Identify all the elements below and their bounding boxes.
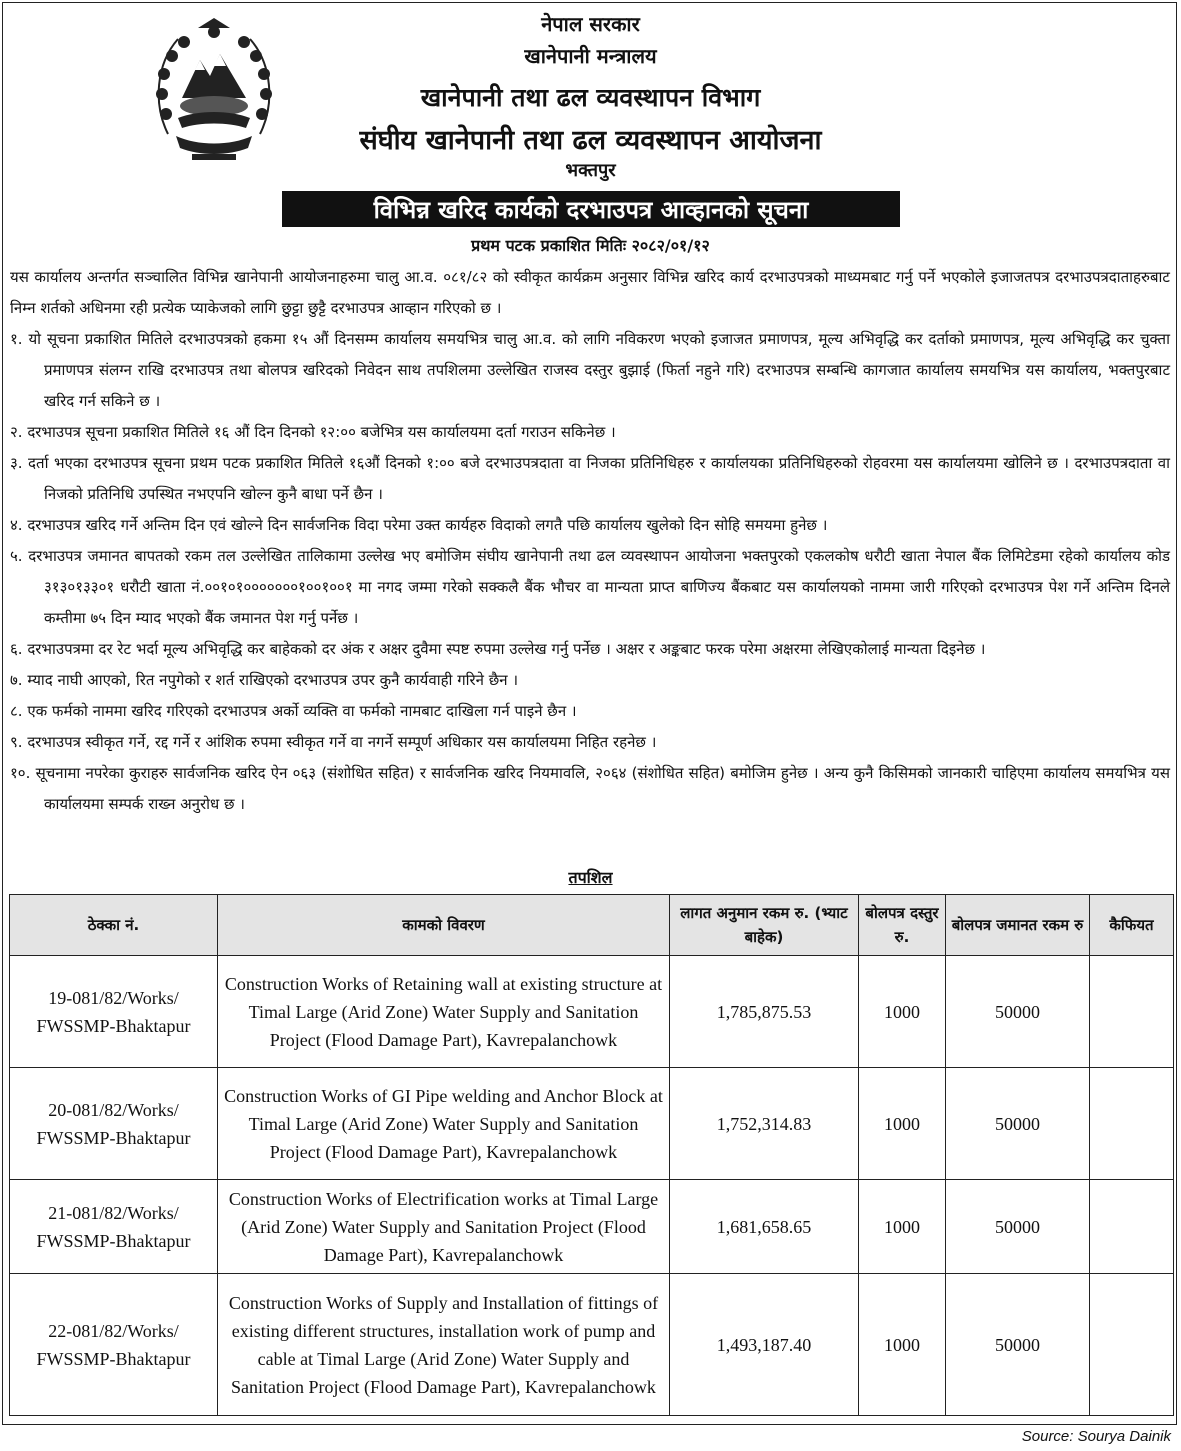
estimate-cell: 1,493,187.40 (670, 1274, 859, 1416)
location-name: भक्तपुर (565, 160, 616, 181)
header-estimate: लागत अनुमान रकम रु. (भ्याट बाहेक) (670, 895, 859, 956)
publication-date: प्रथम पटक प्रकाशित मितिः २०८२/०१/१२ (471, 236, 710, 255)
clause-5: ५. दरभाउपत्र जमानत बापतको रकम तल उल्लेखित तालिकामा उल्लेख भए बमोजिम संघीय खानेपानी तथा ढल व्यवस्थापन आयोजना भक्तपुरको एकलकोष धरौटी खाता नेपाल बैंक लिमिटेडमा रहेको कार्यालय कोड ३१३०१३३०१ धरौटी खाता नं.००१०१०००००००१००१००१ मा नगद जम्मा गरेको सक्कलै बैंक भौचर वा मान्यता प्राप्त बाणिज्य बैंकबाट यस कार्यालयको नाममा जारी गरिएको दरभाउपत्र पेश गर्ने अन्तिम दिनले कम्तीमा ७५ दिन म्याद भएको बैंक जमानत पेश गर्नु पर्नेछ । (10, 547, 1170, 627)
ministry-name: खानेपानी मन्त्रालय (524, 44, 657, 68)
clause-10: १०. सूचनामा नपरेका कुराहरु सार्वजनिक खरिद ऐन ०६३ (संशोधित सहित) र सार्वजनिक खरिद नियमावलि, २०६४ (संशोधित सहित) बमोजिम हुनेछ । अन्य कुनै किसिमको जानकारी चाहिएमा कार्यालय समयभित्र यस कार्यालयमा सम्पर्क राख्न अनुरोध छ । (10, 764, 1170, 813)
contract-no-cell: 21-081/82/Works/ FWSSMP-Bhaktapur (10, 1180, 218, 1274)
table-row (10, 1180, 1174, 1274)
description-cell: Construction Works of Electrification works at Timal Large (Arid Zone) Water Supply and Sanitation Project (Flood Damage Part), Kavrepalanchowk (218, 1180, 670, 1274)
remarks-cell (1090, 956, 1174, 1068)
fee-cell: 1000 (859, 1180, 946, 1274)
source-credit: Source: Sourya Dainik (1021, 1428, 1171, 1445)
notice-title: विभिन्न खरिद कार्यको दरभाउपत्र आव्हानको सूचना (282, 191, 900, 227)
intro-paragraph: यस कार्यालय अन्तर्गत सञ्चालित विभिन्न खानेपानी आयोजनाहरुमा चालु आ.व. ०८१/८२ को स्वीकृत कार्यक्रम अनुसार विभिन्न खरिद कार्य दरभाउपत्रको माध्यमबाट गर्नु पर्ने भएकोले इजाजतपत्र दरभाउपत्रदाताहरुबाट निम्न शर्तको अधिनमा रही प्रत्येक प्याकेजको लागि छुट्टा छुट्टै दरभाउपत्र आव्हान गरिएको छ । (10, 268, 1170, 317)
clause-3: ३. दर्ता भएका दरभाउपत्र सूचना प्रथम पटक प्रकाशित मितिले १६औं दिनको १:०० बजे दरभाउपत्रदाता वा निजका प्रतिनिधिहरु र कार्यालयका प्रतिनिधिहरुको रोहवरमा यस कार्यालयमा खोलिने छ । दरभाउपत्रदाता वा निजको प्रतिनिधि उपस्थित नभएपनि खोल्न कुनै बाधा पर्ने छैन । (10, 454, 1170, 503)
clause-1: १. यो सूचना प्रकाशित मितिले दरभाउपत्रको हकमा १५ औं दिनसम्म कार्यालय समयभित्र चालु आ.व. को लागि नविकरण भएको इजाजत प्रमाणपत्र, मूल्य अभिवृद्धि कर दर्ताको प्रमाणपत्र, मूल्य अभिवृद्धि कर चुक्ता प्रमाणपत्र संलग्न राखि दरभाउपत्र तथा बोलपत्र खरिदको निवेदन साथ तपशिलमा उल्लेखित राजस्व दस्तुर बुझाई (फिर्ता नहुने गरि) दरभाउपत्र सम्बन्धि कागजात कार्यालय समयभित्र यस कार्यालय, भक्तपुरबाट खरिद गर्न सकिने छ । (10, 330, 1170, 410)
header-remarks: कैफियत (1090, 895, 1174, 956)
fee-cell: 1000 (859, 1068, 946, 1180)
security-cell: 50000 (946, 1180, 1090, 1274)
estimate-cell: 1,752,314.83 (670, 1068, 859, 1180)
fee-cell: 1000 (859, 956, 946, 1068)
table-row (10, 1068, 1174, 1180)
estimate-cell: 1,681,658.65 (670, 1180, 859, 1274)
notice-body (10, 262, 1170, 820)
remarks-cell (1090, 1068, 1174, 1180)
description-cell: Construction Works of Supply and Installation of fittings of existing different structures, installation work of pump and cable at Timal Large (Arid Zone) Water Supply and Sanitation Project (Flood Damage Part), Kavrepalanchowk (218, 1274, 670, 1416)
clause-8: ८. एक फर्मको नाममा खरिद गरिएको दरभाउपत्र अर्को व्यक्ति वा फर्मको नामबाट दाखिला गर्न पाइने छैन । (10, 702, 577, 720)
security-cell: 50000 (946, 956, 1090, 1068)
schedule-title: तपशिल (568, 868, 613, 887)
table-header-row (10, 895, 1174, 956)
clause-7: ७. म्याद नाघी आएको, रित नपुगेको र शर्त राखिएको दरभाउपत्र उपर कुनै कार्यवाही गरिने छैन । (10, 671, 519, 689)
clause-6: ६. दरभाउपत्रमा दर रेट भर्दा मूल्य अभिवृद्धि कर बाहेकको दर अंक र अक्षर दुवैमा स्पष्ट रुपमा उल्लेख गर्नु पर्नेछ । अक्षर र अङ्कबाट फरक परेमा अक्षरमा लेखिएकोलाई मान्यता दिइनेछ । (10, 640, 986, 658)
description-cell: Construction Works of Retaining wall at existing structure at Timal Large (Arid Zone) Water Supply and Sanitation Project (Flood Damage Part), Kavrepalanchowk (218, 956, 670, 1068)
gov-name: नेपाल सरकार (541, 12, 640, 36)
security-cell: 50000 (946, 1068, 1090, 1180)
contract-no-cell: 22-081/82/Works/ FWSSMP-Bhaktapur (10, 1274, 218, 1416)
remarks-cell (1090, 1274, 1174, 1416)
header-fee: बोलपत्र दस्तुर रु. (859, 895, 946, 956)
header-contract-no: ठेक्का नं. (10, 895, 218, 956)
clause-4: ४. दरभाउपत्र खरिद गर्ने अन्तिम दिन एवं खोल्ने दिन सार्वजनिक विदा परेमा उक्त कार्यहरु विदाको लगतै पछि कार्यालय खुलेको दिन सोहि समयमा हुनेछ । (10, 516, 828, 534)
table-row (10, 1274, 1174, 1416)
department-name: खानेपानी तथा ढल व्यवस्थापन विभाग (420, 83, 761, 112)
clause-9: ९. दरभाउपत्र स्वीकृत गर्ने, रद्द गर्ने र आंशिक रुपमा स्वीकृत गर्ने वा नगर्ने सम्पूर्ण अधिकार यस कार्यालयमा निहित रहनेछ । (10, 733, 657, 751)
fee-cell: 1000 (859, 1274, 946, 1416)
header-description: कामको विवरण (218, 895, 670, 956)
remarks-cell (1090, 1180, 1174, 1274)
clause-2: २. दरभाउपत्र सूचना प्रकाशित मितिले १६ औं दिन दिनको १२:०० बजेभित्र यस कार्यालयमा दर्ता गराउन सकिनेछ । (10, 423, 616, 441)
header-security: बोलपत्र जमानत रकम रु (946, 895, 1090, 956)
project-name: संघीय खानेपानी तथा ढल व्यवस्थापन आयोजना (359, 125, 822, 156)
table-row (10, 956, 1174, 1068)
contract-no-cell: 19-081/82/Works/ FWSSMP-Bhaktapur (10, 956, 218, 1068)
security-cell: 50000 (946, 1274, 1090, 1416)
description-cell: Construction Works of GI Pipe welding and Anchor Block at Timal Large (Arid Zone) Water Supply and Sanitation Project (Flood Damage Part), Kavrepalanchowk (218, 1068, 670, 1180)
contract-no-cell: 20-081/82/Works/ FWSSMP-Bhaktapur (10, 1068, 218, 1180)
estimate-cell: 1,785,875.53 (670, 956, 859, 1068)
tender-table (9, 894, 1174, 1416)
